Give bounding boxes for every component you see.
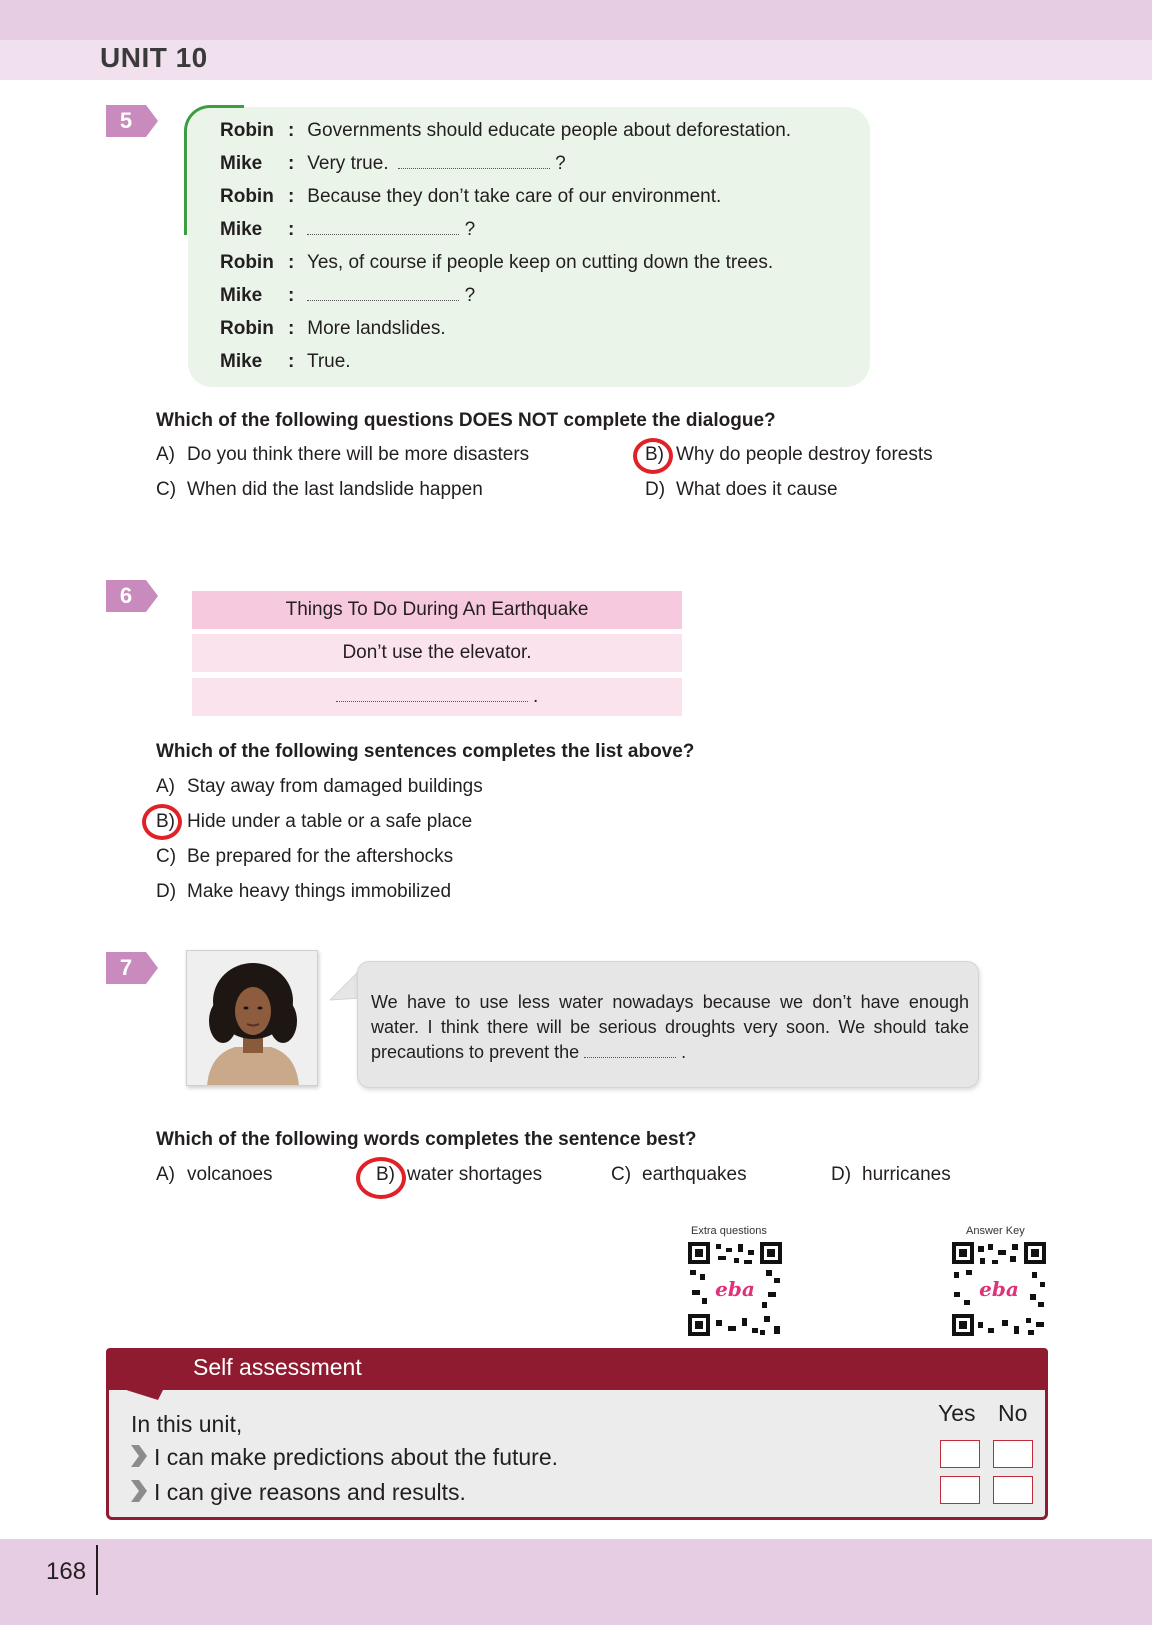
blank-suffix: . xyxy=(533,686,539,707)
option-d[interactable] xyxy=(156,881,451,903)
question-text: Which of the following words completes the sentence best? xyxy=(156,1129,697,1150)
option-letter: C) xyxy=(156,479,177,500)
dialogue-line: Robin : More landslides. xyxy=(220,318,446,339)
speech-text: We have to use less water nowadays because we don’t have enough water. I think there will be serious droughts very soon. We should take precautions to prevent the xyxy=(371,992,969,1062)
question-number: 5 xyxy=(119,108,133,133)
answer-blank xyxy=(336,688,528,702)
dialogue-suffix: ? xyxy=(555,153,566,174)
yes-column-label: Yes xyxy=(938,1400,976,1426)
dialogue-suffix: ? xyxy=(464,219,476,240)
answer-circle-mark xyxy=(633,438,673,474)
option-text: When did the last landslide happen xyxy=(187,479,483,500)
qr-label-extra: Extra questions xyxy=(691,1225,767,1237)
option-text: hurricanes xyxy=(862,1164,951,1185)
qr-logo-text: eba xyxy=(715,1277,755,1301)
dialogue-line: Robin : Because they don’t take care of our environment. xyxy=(220,186,722,207)
self-assessment-intro: In this unit, xyxy=(131,1411,243,1437)
qr-code-answer-key[interactable] xyxy=(952,1242,1046,1336)
speaker-name: Robin xyxy=(220,186,274,207)
option-letter: A) xyxy=(156,776,175,797)
option-text: water shortages xyxy=(407,1164,543,1185)
option-text: Do you think there will be more disasters xyxy=(187,444,530,465)
option-d[interactable] xyxy=(831,1164,951,1186)
option-letter: B) xyxy=(156,811,175,832)
dialogue-text: True. xyxy=(306,351,351,372)
unit-title: UNIT 10 xyxy=(100,42,208,73)
qr-logo-text: eba xyxy=(979,1277,1019,1301)
dialogue-suffix: ? xyxy=(464,285,476,306)
option-text: Make heavy things immobilized xyxy=(187,881,452,902)
option-letter: B) xyxy=(645,444,664,465)
option-c[interactable] xyxy=(611,1164,747,1186)
answer-blank xyxy=(307,221,459,235)
woman-portrait-photo xyxy=(186,950,318,1086)
top-band xyxy=(0,0,1152,40)
answer-circle-mark xyxy=(142,804,182,840)
option-c[interactable] xyxy=(156,479,483,501)
question-text: Which of the following sentences completes the list above? xyxy=(156,741,695,762)
speaker-name: Mike xyxy=(220,285,263,306)
dialogue-line: Mike : ? xyxy=(220,285,476,306)
dialogue-line: Robin : Yes, of course if people keep on cutting down the trees. xyxy=(220,252,774,273)
dialogue-text: Because they don’t take care of our environment. xyxy=(307,186,722,207)
dialogue-text: More landslides. xyxy=(307,318,446,339)
option-letter: D) xyxy=(645,479,666,500)
dialogue-text: Governments should educate people about deforestation. xyxy=(307,120,792,141)
answer-blank xyxy=(398,155,550,169)
option-text: What does it cause xyxy=(676,479,838,500)
question-text: Which of the following questions DOES NOT complete the dialogue? xyxy=(156,410,776,431)
option-d[interactable] xyxy=(645,479,838,501)
dialogue-line: Mike : Very true. ? xyxy=(220,153,566,174)
speech-suffix: . xyxy=(681,1042,687,1062)
dialogue-text: Very true. xyxy=(307,153,389,174)
speech-bubble-text xyxy=(371,990,969,1065)
question-number-badge xyxy=(106,580,158,612)
question-number-badge xyxy=(106,105,158,137)
speaker-name: Mike xyxy=(220,153,263,174)
option-text: volcanoes xyxy=(187,1164,273,1185)
table-header: Things To Do During An Earthquake xyxy=(192,591,682,629)
option-c[interactable] xyxy=(156,846,453,868)
speaker-name: Robin xyxy=(220,318,274,339)
no-column-label: No xyxy=(998,1400,1028,1426)
option-letter: B) xyxy=(376,1164,395,1185)
speaker-name: Mike xyxy=(220,351,263,372)
table-row-blank xyxy=(192,678,682,716)
option-letter: A) xyxy=(156,1164,175,1185)
dialogue-text: Yes, of course if people keep on cutting down the trees. xyxy=(306,252,774,273)
option-text: Why do people destroy forests xyxy=(676,444,933,465)
question-number-badge xyxy=(106,952,158,984)
question-number: 7 xyxy=(119,955,133,980)
no-checkbox[interactable] xyxy=(993,1440,1033,1468)
yes-checkbox[interactable] xyxy=(940,1440,980,1468)
option-a[interactable] xyxy=(156,444,529,466)
page-number-divider xyxy=(96,1545,98,1595)
bottom-band xyxy=(0,1539,1152,1625)
page-number: 168 xyxy=(46,1558,87,1585)
dialogue-line: Mike : True. xyxy=(220,351,351,372)
self-assessment-item: I can give reasons and results. xyxy=(154,1479,466,1505)
option-a[interactable] xyxy=(156,1164,273,1186)
option-a[interactable] xyxy=(156,776,483,798)
option-letter: C) xyxy=(156,846,177,867)
option-b[interactable] xyxy=(156,811,472,833)
self-assessment-item: I can make predictions about the future. xyxy=(154,1444,559,1470)
option-letter: D) xyxy=(156,881,177,902)
chevron-right-icon xyxy=(129,1480,149,1502)
chevron-right-icon xyxy=(129,1445,149,1467)
option-b[interactable] xyxy=(645,444,933,466)
option-letter: A) xyxy=(156,444,175,465)
self-assessment-title: Self assessment xyxy=(193,1354,362,1380)
qr-code-extra-questions[interactable] xyxy=(688,1242,782,1336)
question-number: 6 xyxy=(119,583,133,608)
answer-blank xyxy=(584,1044,676,1058)
option-text: earthquakes xyxy=(642,1164,747,1185)
no-checkbox[interactable] xyxy=(993,1476,1033,1504)
yes-checkbox[interactable] xyxy=(940,1476,980,1504)
answer-circle-mark xyxy=(356,1157,406,1199)
option-text: Stay away from damaged buildings xyxy=(187,776,483,797)
option-letter: C) xyxy=(611,1164,632,1185)
header-notch xyxy=(120,1388,164,1402)
option-text: Be prepared for the aftershocks xyxy=(187,846,454,867)
table-row: Don’t use the elevator. xyxy=(192,634,682,672)
speaker-name: Robin xyxy=(220,120,274,141)
option-letter: D) xyxy=(831,1164,852,1185)
dialogue-line: Robin : Governments should educate people about deforestation. xyxy=(220,120,792,141)
dialogue-line: Mike : ? xyxy=(220,219,476,240)
answer-blank xyxy=(307,287,459,301)
qr-label-answer: Answer Key xyxy=(966,1225,1025,1237)
option-text: Hide under a table or a safe place xyxy=(187,811,473,832)
speaker-name: Mike xyxy=(220,219,263,240)
speaker-name: Robin xyxy=(220,252,274,273)
dialogue-box xyxy=(188,107,870,387)
